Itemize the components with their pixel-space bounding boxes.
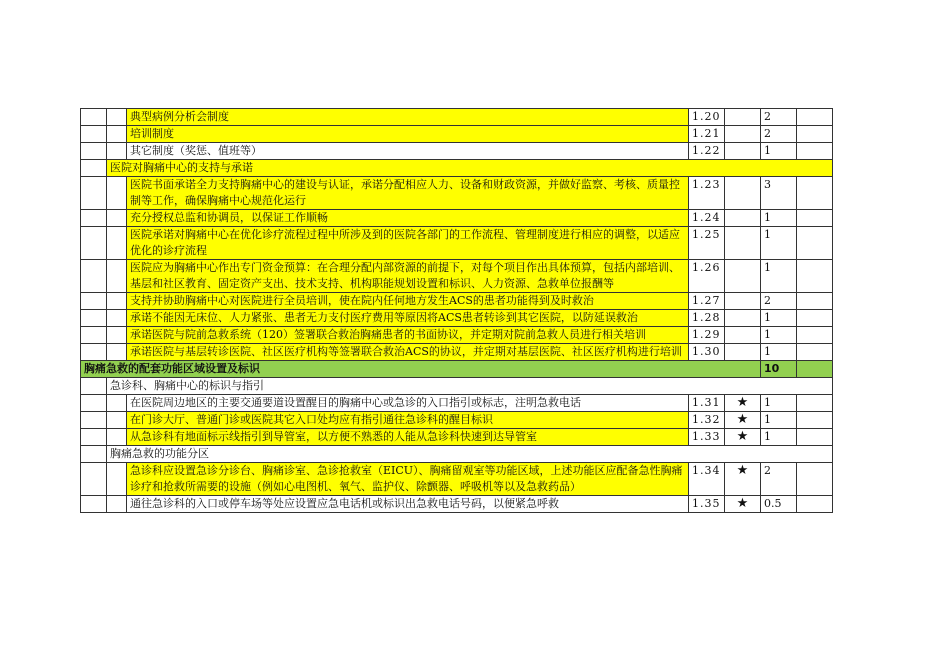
item-score: 1 — [761, 429, 797, 446]
item-score: 1 — [761, 143, 797, 160]
table-row — [81, 395, 833, 412]
empty-cell — [797, 496, 833, 513]
empty-cell — [797, 327, 833, 344]
star-mark — [725, 227, 761, 260]
star-mark — [725, 260, 761, 293]
empty-cell — [797, 395, 833, 412]
item-code: 1.28 — [689, 310, 725, 327]
table-row — [81, 310, 833, 327]
table-row — [81, 126, 833, 143]
indent-cell — [107, 496, 127, 513]
star-mark — [725, 310, 761, 327]
table-row — [81, 412, 833, 429]
indent-cell — [81, 395, 107, 412]
item-score: 2 — [761, 126, 797, 143]
empty-cell — [797, 412, 833, 429]
empty-cell — [797, 429, 833, 446]
item-score: 3 — [761, 177, 797, 210]
star-mark — [725, 143, 761, 160]
indent-cell — [81, 429, 107, 446]
item-description: 急诊科应设置急诊分诊台、胸痛诊室、急诊抢救室（EICU）、胸痛留观室等功能区域，上述功能区应配备急性胸痛诊疗和抢救所需要的设施（例如心电图机、氧气、监护仪、除颤器、呼吸机等以及急救药品） — [127, 463, 689, 496]
table-row — [81, 327, 833, 344]
subsection-title: 胸痛急救的功能分区 — [107, 446, 833, 463]
item-code: 1.33 — [689, 429, 725, 446]
table-row — [81, 177, 833, 210]
section-row — [81, 361, 833, 378]
item-description: 在门诊大厅、普通门诊或医院其它入口处均应有指引通往急诊科的醒目标识 — [127, 412, 689, 429]
empty-cell — [797, 210, 833, 227]
item-description: 医院承诺对胸痛中心在优化诊疗流程过程中所涉及到的医院各部门的工作流程、管理制度进行相应的调整，以适应优化的诊疗流程 — [127, 227, 689, 260]
subsection-row — [81, 446, 833, 463]
indent-cell — [81, 463, 107, 496]
empty-cell — [797, 361, 833, 378]
item-code: 1.29 — [689, 327, 725, 344]
table-row — [81, 260, 833, 293]
table-row — [81, 210, 833, 227]
table-row — [81, 496, 833, 513]
item-description: 承诺不能因无床位、人力紧张、患者无力支付医疗费用等原因将ACS患者转诊到其它医院，以防延误救治 — [127, 310, 689, 327]
scoring-table — [80, 108, 833, 513]
indent-cell — [81, 109, 107, 126]
indent-cell — [81, 412, 107, 429]
item-score: 1 — [761, 344, 797, 361]
indent-cell — [107, 327, 127, 344]
section-title: 胸痛急救的配套功能区域设置及标识 — [81, 361, 761, 378]
indent-cell — [81, 446, 107, 463]
item-description: 从急诊科有地面标示线指引到导管室，以方便不熟悉的人能从急诊科快速到达导管室 — [127, 429, 689, 446]
item-description: 充分授权总监和协调员，以保证工作顺畅 — [127, 210, 689, 227]
subsection-title: 医院对胸痛中心的支持与承诺 — [107, 160, 833, 177]
item-score: 2 — [761, 293, 797, 310]
table-row — [81, 463, 833, 496]
indent-cell — [107, 260, 127, 293]
star-mark — [725, 344, 761, 361]
empty-cell — [797, 310, 833, 327]
indent-cell — [107, 412, 127, 429]
table-row — [81, 344, 833, 361]
item-score: 2 — [761, 109, 797, 126]
table-body — [81, 109, 833, 513]
star-mark: ★ — [725, 429, 761, 446]
item-description: 培训制度 — [127, 126, 689, 143]
item-code: 1.35 — [689, 496, 725, 513]
empty-cell — [797, 177, 833, 210]
item-score: 1 — [761, 395, 797, 412]
indent-cell — [107, 210, 127, 227]
item-code: 1.21 — [689, 126, 725, 143]
empty-cell — [797, 143, 833, 160]
item-score: 1 — [761, 310, 797, 327]
subsection-title: 急诊科、胸痛中心的标识与指引 — [107, 378, 833, 395]
indent-cell — [107, 227, 127, 260]
item-code: 1.20 — [689, 109, 725, 126]
table-row — [81, 293, 833, 310]
item-code: 1.26 — [689, 260, 725, 293]
table-row — [81, 429, 833, 446]
table-row — [81, 227, 833, 260]
item-score: 2 — [761, 463, 797, 496]
item-description: 医院书面承诺全力支持胸痛中心的建设与认证，承诺分配相应人力、设备和财政资源，并做好监察、考核、质量控制等工作，确保胸痛中心规范化运行 — [127, 177, 689, 210]
item-description: 支持并协助胸痛中心对医院进行全员培训，使在院内任何地方发生ACS的患者功能得到及时救治 — [127, 293, 689, 310]
table-row — [81, 109, 833, 126]
empty-cell — [797, 126, 833, 143]
item-description: 医院应为胸痛中心作出专门资金预算：在合理分配内部资源的前提下，对每个项目作出具体预算，包括内部培训、基层和社区教育、固定资产支出、技术支持、机构职能规划设置和标识、人力资源、急救单位报酬等 — [127, 260, 689, 293]
item-code: 1.32 — [689, 412, 725, 429]
item-code: 1.30 — [689, 344, 725, 361]
star-mark: ★ — [725, 463, 761, 496]
indent-cell — [107, 126, 127, 143]
item-code: 1.25 — [689, 227, 725, 260]
indent-cell — [81, 496, 107, 513]
table-row — [81, 143, 833, 160]
indent-cell — [107, 463, 127, 496]
indent-cell — [81, 210, 107, 227]
indent-cell — [81, 378, 107, 395]
indent-cell — [107, 344, 127, 361]
empty-cell — [797, 260, 833, 293]
indent-cell — [107, 310, 127, 327]
item-score: 1 — [761, 227, 797, 260]
star-mark: ★ — [725, 496, 761, 513]
star-mark — [725, 126, 761, 143]
star-mark — [725, 293, 761, 310]
indent-cell — [81, 160, 107, 177]
indent-cell — [81, 227, 107, 260]
star-mark: ★ — [725, 412, 761, 429]
item-code: 1.24 — [689, 210, 725, 227]
indent-cell — [107, 177, 127, 210]
indent-cell — [107, 395, 127, 412]
empty-cell — [797, 109, 833, 126]
item-description: 典型病例分析会制度 — [127, 109, 689, 126]
indent-cell — [81, 344, 107, 361]
item-score: 1 — [761, 210, 797, 227]
item-score: 1 — [761, 260, 797, 293]
empty-cell — [797, 463, 833, 496]
empty-cell — [797, 227, 833, 260]
indent-cell — [81, 177, 107, 210]
item-description: 其它制度（奖惩、值班等） — [127, 143, 689, 160]
subsection-row — [81, 160, 833, 177]
star-mark — [725, 177, 761, 210]
item-description: 通往急诊科的入口或停车场等处应设置应急电话机或标识出急救电话号码，以便紧急呼救 — [127, 496, 689, 513]
indent-cell — [107, 109, 127, 126]
item-score: 0.5 — [761, 496, 797, 513]
indent-cell — [81, 143, 107, 160]
indent-cell — [107, 293, 127, 310]
section-score: 10 — [761, 361, 797, 378]
indent-cell — [107, 429, 127, 446]
item-code: 1.34 — [689, 463, 725, 496]
indent-cell — [81, 293, 107, 310]
item-description: 在医院周边地区的主要交通要道设置醒目的胸痛中心或急诊的入口指引或标志，注明急救电话 — [127, 395, 689, 412]
item-score: 1 — [761, 327, 797, 344]
empty-cell — [797, 344, 833, 361]
indent-cell — [107, 143, 127, 160]
item-description: 承诺医院与院前急救系统（120）签署联合救治胸痛患者的书面协议，并定期对院前急救人员进行相关培训 — [127, 327, 689, 344]
star-mark — [725, 210, 761, 227]
item-code: 1.22 — [689, 143, 725, 160]
indent-cell — [81, 310, 107, 327]
item-code: 1.27 — [689, 293, 725, 310]
subsection-row — [81, 378, 833, 395]
item-score: 1 — [761, 412, 797, 429]
item-description: 承诺医院与基层转诊医院、社区医疗机构等签署联合救治ACS的协议，并定期对基层医院、社区医疗机构进行培训 — [127, 344, 689, 361]
indent-cell — [81, 126, 107, 143]
star-mark — [725, 109, 761, 126]
item-code: 1.31 — [689, 395, 725, 412]
star-mark: ★ — [725, 395, 761, 412]
indent-cell — [81, 327, 107, 344]
indent-cell — [81, 260, 107, 293]
empty-cell — [797, 293, 833, 310]
star-mark — [725, 327, 761, 344]
item-code: 1.23 — [689, 177, 725, 210]
